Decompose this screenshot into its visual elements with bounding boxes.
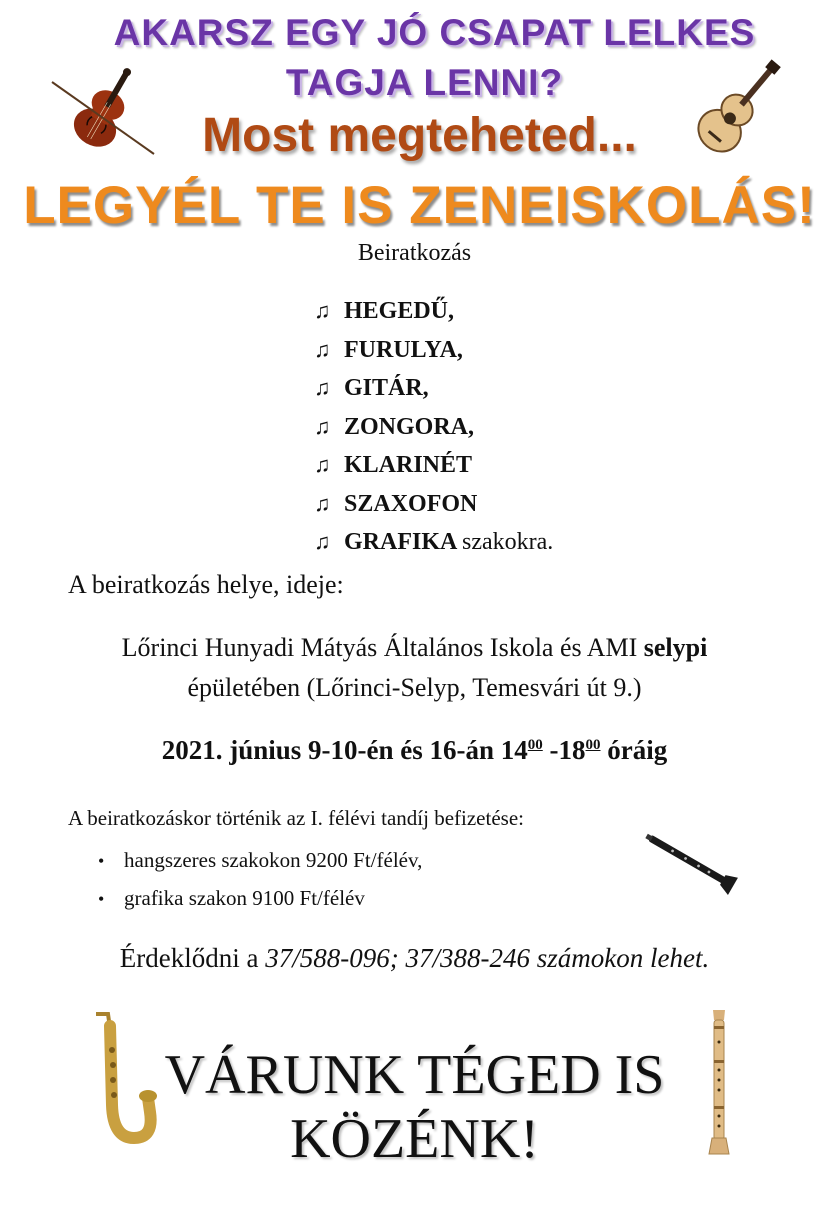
list-item: [314, 369, 553, 408]
closing-line-1: VÁRUNK TÉGED IS: [164, 1044, 665, 1106]
place-time-label: A beiratkozás helye, ideje:: [68, 570, 344, 599]
subject-suffix: szakokra.: [462, 529, 554, 555]
school-building: selypi: [643, 633, 708, 662]
list-item: [314, 408, 553, 447]
date-end-minutes: 00: [585, 737, 601, 753]
list-item: • hangszeres szakokon 9200 Ft/félév,: [98, 842, 422, 880]
list-item: [314, 446, 553, 485]
clarinet-icon: [640, 826, 742, 896]
headline-line-2: TAGJA LENNI?: [285, 62, 564, 103]
enrollment-date: [0, 735, 829, 766]
guitar-icon: [682, 55, 792, 165]
school-address: [0, 628, 829, 708]
subject-label: FURULYA,: [344, 336, 463, 363]
fee-list: [98, 842, 422, 918]
music-note-icon: ♫: [314, 298, 331, 323]
music-note-icon: ♫: [314, 490, 331, 516]
music-note-icon: ♫: [314, 413, 331, 439]
date-start-minutes: 00: [527, 737, 543, 753]
headline-line-1: AKARSZ EGY JÓ CSAPAT LELKES: [113, 12, 756, 53]
closing-line-2: KÖZÉNK!: [290, 1108, 539, 1170]
music-note-icon: ♫: [314, 336, 331, 362]
date-end-hour: -18: [542, 735, 586, 765]
subject-label: ZONGORA,: [344, 413, 475, 440]
list-item: [314, 523, 553, 562]
music-note-icon: ♫: [314, 452, 331, 477]
school-name: Lőrinci Hunyadi Mátyás Általános Iskola és AMI: [121, 633, 638, 662]
subject-label: GITÁR,: [344, 375, 429, 401]
list-item: [314, 331, 553, 370]
subject-label: GRAFIKA: [344, 529, 457, 555]
enrollment-intro: Beiratkozás: [357, 240, 472, 266]
list-item: [314, 292, 553, 331]
subject-label: SZAXOFON: [344, 490, 478, 517]
closing-message: [0, 1043, 829, 1171]
contact-line: [0, 943, 829, 974]
headline-line-4: LEGYÉL TE IS ZENEISKOLÁS!: [23, 176, 816, 235]
subject-list: [314, 292, 553, 562]
music-note-icon: ♫: [314, 375, 331, 400]
date-suffix: óráig: [600, 735, 668, 765]
list-item: [314, 485, 553, 524]
music-note-icon: ♫: [314, 529, 331, 554]
school-street: épületében (Lőrinci-Selyp, Temesvári út 9.): [187, 673, 642, 702]
violin-icon: [44, 62, 164, 162]
subject-label: HEGEDŰ,: [344, 298, 455, 324]
list-item: • grafika szakon 9100 Ft/félév: [98, 880, 422, 918]
contact-text: Érdeklődni a: [119, 943, 259, 973]
subject-label: KLARINÉT: [344, 452, 473, 478]
headline-line-3: Most megteheted...: [202, 109, 637, 162]
contact-phones: 37/588-096; 37/388-246 számokon lehet.: [265, 943, 710, 973]
date-main: 2021. június 9-10-én és 16-án 14: [161, 735, 528, 765]
fee-label: A beiratkozáskor történik az I. félévi tandíj befizetése:: [68, 806, 524, 830]
